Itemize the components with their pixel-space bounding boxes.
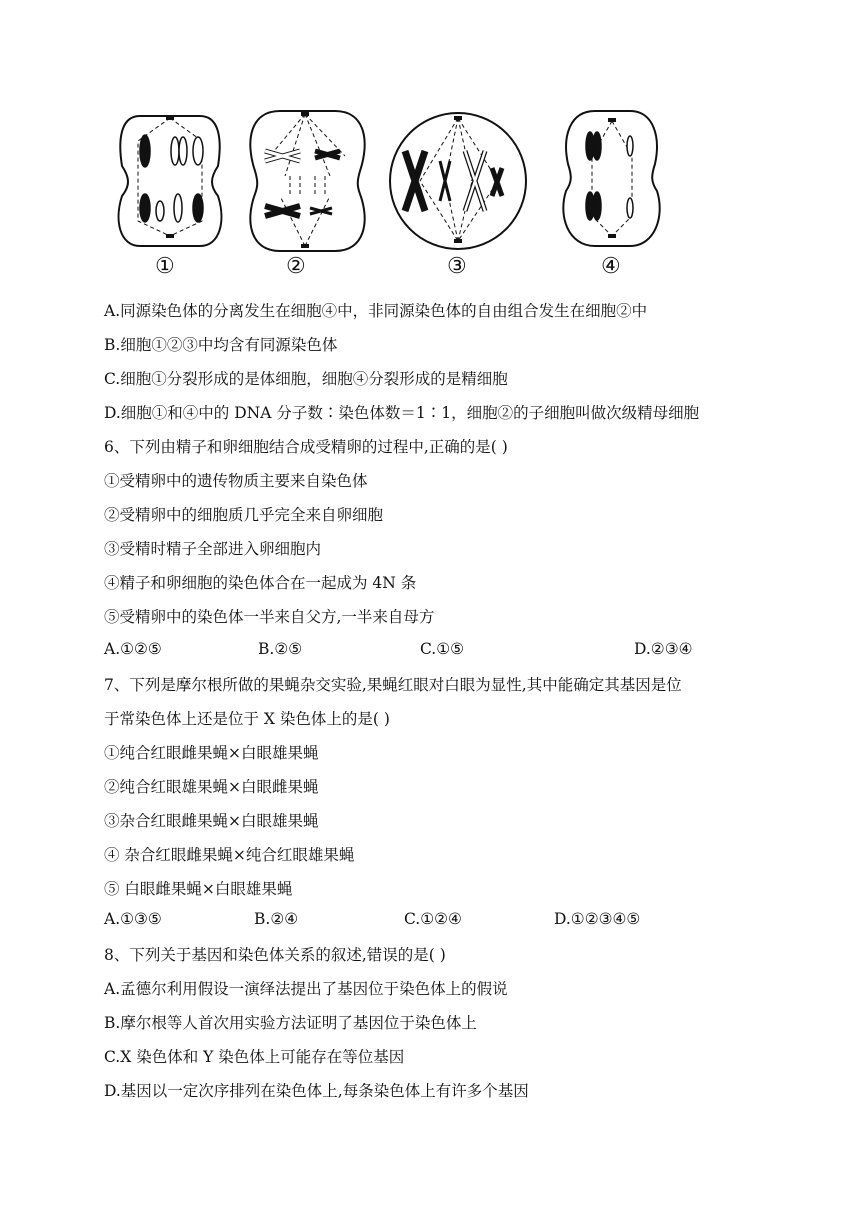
q6-statement-1: ①受精卵中的遗传物质主要来自染色体 (104, 472, 368, 490)
q7-statement-4: ④ 杂合红眼雌果蝇×纯合红眼雄果蝇 (104, 846, 355, 864)
cell-label-4: ④ (601, 254, 621, 279)
q7-stem-line-1: 7、下列是摩尔根所做的果蝇杂交实验,果蝇红眼对白眼为显性,其中能确定其基因是位 (104, 676, 682, 694)
q8-option-a: A.孟德尔利用假设一演绎法提出了基因位于染色体上的假说 (104, 980, 508, 998)
q5-option-b: B.细胞①②③中均含有同源染色体 (104, 336, 338, 354)
q6-option-c: C.①⑤ (420, 640, 465, 658)
q7-statement-3: ③杂合红眼雌果蝇×白眼雄果蝇 (104, 812, 319, 830)
q8-option-c: C.X 染色体和 Y 染色体上可能存在等位基因 (104, 1048, 405, 1066)
q5-option-c: C.细胞①分裂形成的是体细胞，细胞④分裂形成的是精细胞 (104, 370, 508, 388)
cell-label-3: ③ (447, 254, 467, 279)
q6-statement-5: ⑤受精卵中的染色体一半来自父方,一半来自母方 (104, 608, 435, 626)
q7-option-c: C.①②④ (404, 910, 462, 928)
q7-statement-1: ①纯合红眼雌果蝇×白眼雄果蝇 (104, 744, 319, 762)
cell-division-figure (100, 96, 680, 286)
q6-statement-2: ②受精卵中的细胞质几乎完全来自卵细胞 (104, 506, 384, 524)
q5-option-d: D.细胞①和④中的 DNA 分子数∶染色体数＝1∶1，细胞②的子细胞叫做次级精母细胞 (104, 404, 700, 422)
cell-label-1: ① (155, 254, 175, 279)
q5-option-a: A.同源染色体的分离发生在细胞④中，非同源染色体的自由组合发生在细胞②中 (104, 302, 648, 320)
cell-2-membrane (250, 111, 364, 251)
cell-label-2: ② (286, 254, 306, 279)
q8-option-b: B.摩尔根等人首次用实验方法证明了基因位于染色体上 (104, 1014, 477, 1032)
q6-stem: 6、下列由精子和卵细胞结合成受精卵的过程中,正确的是( ) (104, 438, 508, 456)
q7-option-a: A.①③⑤ (104, 910, 162, 928)
q6-option-b: B.②⑤ (258, 640, 303, 658)
q7-option-b: B.②④ (254, 910, 299, 928)
q6-option-a: A.①②⑤ (104, 640, 162, 658)
cell-1-membrane (119, 116, 222, 246)
cell-3-membrane (390, 113, 526, 249)
q7-option-d: D.①②③④⑤ (554, 910, 641, 928)
cell-4-membrane (563, 111, 659, 246)
q7-statement-2: ②纯合红眼雄果蝇×白眼雌果蝇 (104, 778, 319, 796)
q7-statement-5: ⑤ 白眼雌果蝇×白眼雄果蝇 (104, 880, 293, 898)
q8-option-d: D.基因以一定次序排列在染色体上,每条染色体上有许多个基因 (104, 1082, 529, 1100)
q6-statement-3: ③受精时精子全部进入卵细胞内 (104, 540, 322, 558)
q6-statement-4: ④精子和卵细胞的染色体合在一起成为 4N 条 (104, 574, 417, 592)
q7-stem-line-2: 于常染色体上还是位于 X 染色体上的是( ) (104, 710, 390, 728)
q8-stem: 8、下列关于基因和染色体关系的叙述,错误的是( ) (104, 946, 446, 964)
q6-option-d: D.②③④ (634, 640, 693, 658)
